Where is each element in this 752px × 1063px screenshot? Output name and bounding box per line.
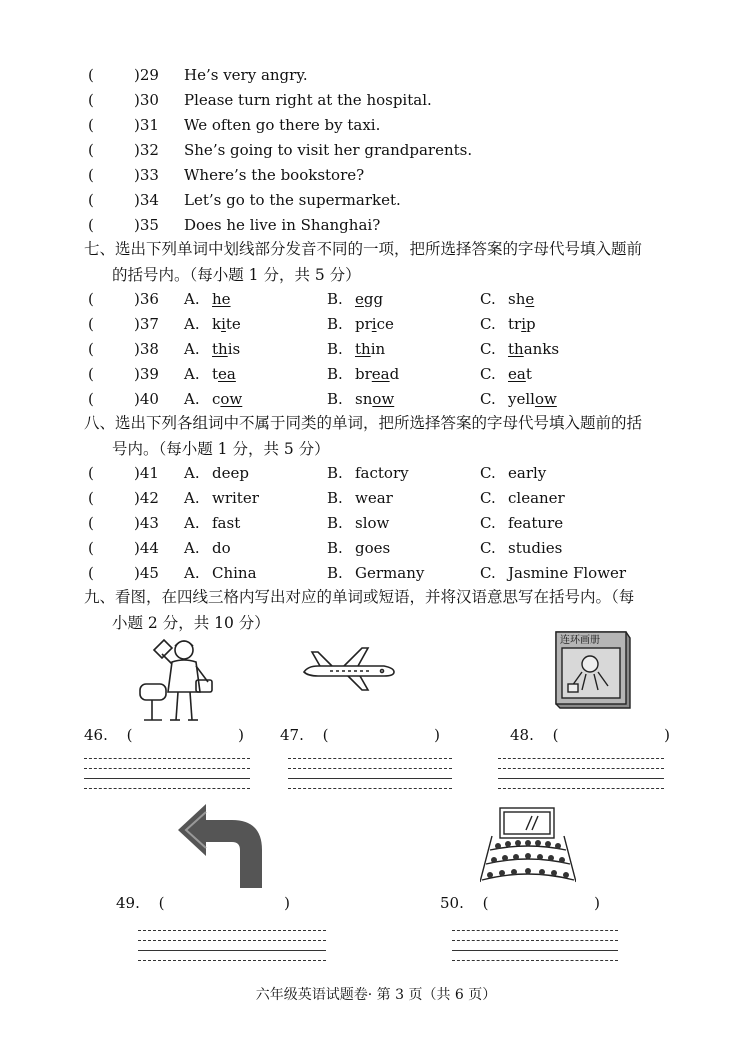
option-letter-c: C. xyxy=(480,365,496,383)
word-part: anks xyxy=(523,340,560,358)
paren-right: ) xyxy=(134,315,140,333)
answer-paren-left[interactable]: ( xyxy=(88,91,94,109)
option-letter-c: C. xyxy=(480,315,496,333)
option-letter-a: A. xyxy=(184,340,200,358)
option-word xyxy=(212,363,236,385)
word-part: p xyxy=(526,315,536,333)
option-word: wear xyxy=(355,489,393,507)
question-number-value: 40 xyxy=(139,390,159,408)
underlined-part: ow xyxy=(534,390,557,408)
postman-icon xyxy=(134,632,218,724)
question-number-value: 32 xyxy=(139,141,159,159)
writing-lines-47[interactable] xyxy=(288,758,452,798)
option-word xyxy=(355,313,394,335)
option-word xyxy=(355,363,399,385)
word-part: c xyxy=(212,390,221,408)
paren-right: ) xyxy=(134,290,140,308)
question-text: She’s going to visit her grandparents. xyxy=(184,141,473,159)
section7-heading xyxy=(84,236,684,288)
question-number-value: 30 xyxy=(139,91,159,109)
answer-paren-left[interactable]: ( xyxy=(88,539,94,557)
section8-heading xyxy=(84,410,684,462)
option-letter-b: B. xyxy=(327,539,343,557)
option-word: goes xyxy=(355,539,391,557)
underlined-part: i xyxy=(221,315,226,333)
paren-right: ) xyxy=(134,340,140,358)
option-word xyxy=(508,338,559,360)
section9-line1: 九、看图，在四线三格内写出对应的单词或短语，并将汉语意思写在括号内。（每 xyxy=(84,588,635,606)
question-number-value: 41 xyxy=(139,464,159,482)
answer-paren-left[interactable]: ( xyxy=(88,191,94,209)
question-number-value: 38 xyxy=(139,340,159,358)
section7-line1: 七、选出下列单词中划线部分发音不同的一项，把所选择答案的字母代号填入题前 xyxy=(84,240,643,258)
option-word: fast xyxy=(212,514,241,532)
answer-48-no: 48. xyxy=(510,726,534,744)
option-word: Jasmine Flower xyxy=(508,564,627,582)
question-number xyxy=(134,114,159,136)
word-part: br xyxy=(355,365,372,383)
paren-right: ) xyxy=(134,464,140,482)
writing-lines-46[interactable] xyxy=(84,758,250,798)
option-letter-c: C. xyxy=(480,539,496,557)
underlined-part: ow xyxy=(220,390,243,408)
answer-paren-left[interactable]: ( xyxy=(88,489,94,507)
option-letter-b: B. xyxy=(327,290,343,308)
option-letter-a: A. xyxy=(184,564,200,582)
paren-left: ( xyxy=(552,726,559,744)
question-number-value: 36 xyxy=(139,290,159,308)
paren-right: ) xyxy=(134,539,140,557)
answer-paren-left[interactable]: ( xyxy=(88,141,94,159)
paren-right: ) xyxy=(134,489,140,507)
option-letter-a: A. xyxy=(184,390,200,408)
option-letter-a: A. xyxy=(184,315,200,333)
page-footer: 六年级英语试题卷· 第 3 页（共 6 页） xyxy=(255,987,497,1003)
option-word xyxy=(355,288,383,310)
answer-paren-left[interactable]: ( xyxy=(88,514,94,532)
option-letter-a: A. xyxy=(184,539,200,557)
paren-right: ) xyxy=(134,390,140,408)
option-word: factory xyxy=(355,464,409,482)
question-number-value: 42 xyxy=(139,489,159,507)
answer-50 xyxy=(440,894,600,912)
word-part: sh xyxy=(508,290,526,308)
question-number-value: 39 xyxy=(139,365,159,383)
paren-left: ( xyxy=(322,726,329,744)
underlined-part: e xyxy=(525,290,535,308)
option-word: writer xyxy=(212,489,259,507)
option-word: slow xyxy=(355,514,390,532)
answer-paren-left[interactable]: ( xyxy=(88,116,94,134)
answer-49-no: 49. xyxy=(116,894,140,912)
answer-47-no: 47. xyxy=(280,726,304,744)
cinema-icon xyxy=(480,806,576,884)
paren-right: ) xyxy=(664,726,670,744)
writing-lines-49[interactable] xyxy=(138,930,326,970)
answer-paren-left[interactable]: ( xyxy=(88,166,94,184)
option-word xyxy=(508,288,534,310)
answer-48 xyxy=(510,726,670,744)
question-number-value: 44 xyxy=(139,539,159,557)
word-part: yell xyxy=(508,390,535,408)
option-letter-a: A. xyxy=(184,290,200,308)
word-part: gg xyxy=(363,290,384,308)
question-number xyxy=(134,388,159,410)
option-word xyxy=(355,338,385,360)
paren-right: ) xyxy=(134,514,140,532)
paren-right: ) xyxy=(594,894,600,912)
option-word xyxy=(212,338,240,360)
option-letter-b: B. xyxy=(327,390,343,408)
underlined-part: ea xyxy=(508,365,526,383)
answer-paren-left[interactable]: ( xyxy=(88,290,94,308)
option-word: China xyxy=(212,564,257,582)
option-word xyxy=(508,363,532,385)
option-letter-b: B. xyxy=(327,514,343,532)
option-word xyxy=(508,313,536,335)
question-text: Where’s the bookstore? xyxy=(184,166,365,184)
paren-right: ) xyxy=(134,365,140,383)
question-number-value: 37 xyxy=(139,315,159,333)
underlined-part: th xyxy=(508,340,524,358)
option-letter-b: B. xyxy=(327,489,343,507)
option-word: studies xyxy=(508,539,563,557)
paren-left: ( xyxy=(158,894,165,912)
option-letter-b: B. xyxy=(327,464,343,482)
paren-right: ) xyxy=(238,726,244,744)
option-letter-c: C. xyxy=(480,390,496,408)
option-word xyxy=(212,313,241,335)
option-word: cleaner xyxy=(508,489,565,507)
question-number-value: 33 xyxy=(139,166,159,184)
option-word xyxy=(355,388,394,410)
paren-right: ) xyxy=(134,66,140,84)
writing-lines-50[interactable] xyxy=(452,930,618,970)
question-number xyxy=(134,512,159,534)
answer-46 xyxy=(84,726,244,744)
paren-right: ) xyxy=(134,91,140,109)
paren-right: ) xyxy=(134,166,140,184)
question-number xyxy=(134,462,159,484)
question-number-value: 34 xyxy=(139,191,159,209)
question-number xyxy=(134,164,159,186)
answer-46-no: 46. xyxy=(84,726,108,744)
word-part: k xyxy=(212,315,222,333)
option-letter-b: B. xyxy=(327,315,343,333)
comic-book-icon xyxy=(548,628,636,712)
question-number xyxy=(134,64,159,86)
option-letter-a: A. xyxy=(184,514,200,532)
word-part: pr xyxy=(355,315,372,333)
option-word xyxy=(212,288,231,310)
answer-paren-left[interactable]: ( xyxy=(88,365,94,383)
underlined-part: th xyxy=(212,340,228,358)
option-letter-a: A. xyxy=(184,464,200,482)
underlined-part: e xyxy=(355,290,364,308)
option-word: deep xyxy=(212,464,249,482)
option-word: feature xyxy=(508,514,564,532)
question-number xyxy=(134,89,159,111)
question-text: Please turn right at the hospital. xyxy=(184,91,432,109)
answer-paren-left[interactable]: ( xyxy=(88,340,94,358)
question-number xyxy=(134,288,159,310)
paren-right: ) xyxy=(134,116,140,134)
paren-right: ) xyxy=(284,894,290,912)
paren-right: ) xyxy=(134,141,140,159)
option-letter-c: C. xyxy=(480,464,496,482)
word-part: te xyxy=(225,315,241,333)
word-part: is xyxy=(227,340,241,358)
word-part: in xyxy=(370,340,386,358)
section8-line2: 号内。（每小题 1 分，共 5 分） xyxy=(112,440,330,458)
question-text: We often go there by taxi. xyxy=(184,116,381,134)
answer-paren-left[interactable]: ( xyxy=(88,390,94,408)
question-number-value: 43 xyxy=(139,514,159,532)
option-letter-b: B. xyxy=(327,340,343,358)
comic-book-title: 连环画册 xyxy=(560,635,600,646)
word-part: ce xyxy=(376,315,394,333)
option-letter-a: A. xyxy=(184,365,200,383)
airplane-icon xyxy=(300,644,398,692)
section7-line2: 的括号内。（每小题 1 分，共 5 分） xyxy=(112,266,361,284)
underlined-part: th xyxy=(355,340,371,358)
word-part: sn xyxy=(355,390,373,408)
section8-line1: 八、选出下列各组词中不属于同类的单词，把所选择答案的字母代号填入题前的括 xyxy=(84,414,643,432)
word-part: d xyxy=(389,365,400,383)
question-number xyxy=(134,537,159,559)
question-text: Let’s go to the supermarket. xyxy=(184,191,401,209)
underlined-part: he xyxy=(212,290,231,308)
answer-49 xyxy=(116,894,290,912)
option-letter-c: C. xyxy=(480,290,496,308)
section9-line2: 小题 2 分，共 10 分） xyxy=(112,614,270,632)
underlined-part: i xyxy=(371,315,377,333)
option-letter-a: A. xyxy=(184,489,200,507)
underlined-part: i xyxy=(521,315,527,333)
answer-paren-left[interactable]: ( xyxy=(88,464,94,482)
question-number xyxy=(134,189,159,211)
writing-lines-48[interactable] xyxy=(498,758,664,798)
question-number-value: 31 xyxy=(139,116,159,134)
word-part: t xyxy=(525,365,532,383)
option-letter-c: C. xyxy=(480,489,496,507)
paren-right: ) xyxy=(134,564,140,582)
answer-paren-left[interactable]: ( xyxy=(88,66,94,84)
option-letter-c: C. xyxy=(480,514,496,532)
question-number-value: 29 xyxy=(139,66,159,84)
question-number-value: 35 xyxy=(139,216,159,234)
question-number xyxy=(134,139,159,161)
question-number-value: 45 xyxy=(139,564,159,582)
answer-paren-left[interactable]: ( xyxy=(88,564,94,582)
answer-47 xyxy=(280,726,440,744)
question-number xyxy=(134,363,159,385)
word-part: tr xyxy=(508,315,522,333)
question-text: Does he live in Shanghai? xyxy=(184,216,381,234)
turn-left-arrow-icon xyxy=(176,800,266,890)
underlined-part: ea xyxy=(218,365,236,383)
paren-right: ) xyxy=(434,726,440,744)
option-word: early xyxy=(508,464,547,482)
answer-paren-left[interactable]: ( xyxy=(88,315,94,333)
option-word xyxy=(212,388,242,410)
option-letter-c: C. xyxy=(480,564,496,582)
word-part: t xyxy=(212,365,219,383)
paren-left: ( xyxy=(482,894,489,912)
option-letter-b: B. xyxy=(327,365,343,383)
option-letter-c: C. xyxy=(480,340,496,358)
question-number xyxy=(134,338,159,360)
question-text: He’s very angry. xyxy=(184,66,308,84)
question-number xyxy=(134,487,159,509)
option-word: Germany xyxy=(355,564,425,582)
option-word xyxy=(508,388,557,410)
underlined-part: ea xyxy=(371,365,390,383)
question-number xyxy=(134,562,159,584)
paren-right: ) xyxy=(134,191,140,209)
question-number xyxy=(134,214,159,236)
option-letter-b: B. xyxy=(327,564,343,582)
answer-paren-left[interactable]: ( xyxy=(88,216,94,234)
answer-50-no: 50. xyxy=(440,894,464,912)
question-number xyxy=(134,313,159,335)
option-word: do xyxy=(212,539,231,557)
paren-left: ( xyxy=(126,726,133,744)
paren-right: ) xyxy=(134,216,140,234)
underlined-part: ow xyxy=(372,390,395,408)
